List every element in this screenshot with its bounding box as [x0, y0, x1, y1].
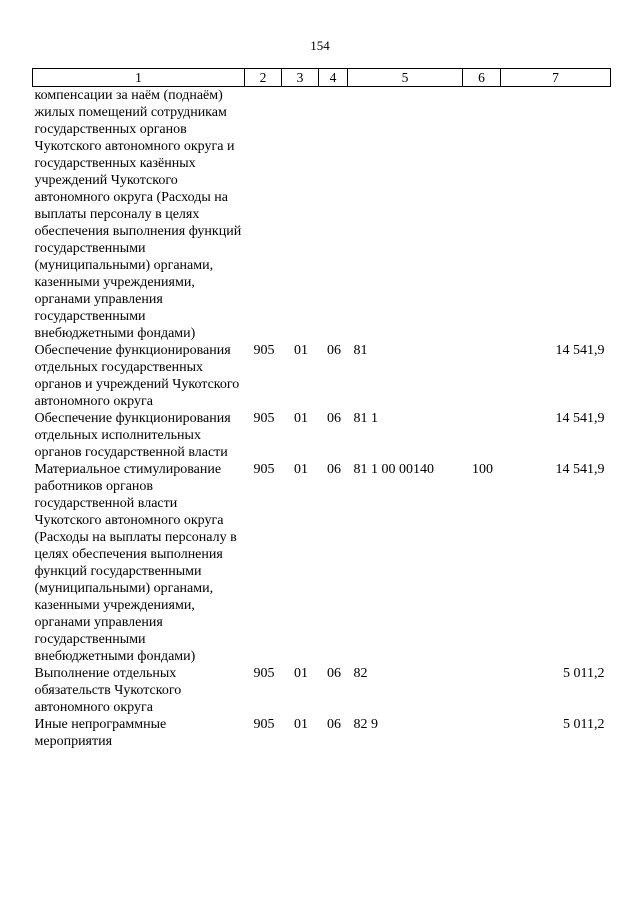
header-col-7: 7: [501, 69, 611, 87]
row-amount: 14 541,9: [555, 462, 605, 477]
row-name: Материальное стимулирование работников органов государственной власти Чукотского автономного округа (Расходы на выплаты персоналу в целях обеспечения выполнения функций государственными (муниципальными) органами, казенными учреждениями, органами управления государственными внебюджетными фондами): [34, 462, 237, 664]
table-body: [33, 87, 611, 751]
row-ministry: 905: [253, 666, 275, 681]
row-target: 82 9: [353, 717, 378, 732]
row-amount: 14 541,9: [555, 411, 605, 426]
table-row: [33, 461, 611, 665]
row-expense-type: [463, 342, 501, 410]
row-section: 01: [294, 343, 308, 358]
budget-table: [32, 68, 611, 750]
row-section: 01: [294, 411, 308, 426]
row-ministry: 905: [253, 411, 275, 426]
table-row: [33, 87, 611, 343]
row-subsection: 06: [327, 411, 341, 426]
header-row: [33, 69, 611, 87]
row-subsection: [319, 87, 348, 343]
header-col-6: 6: [463, 69, 501, 87]
row-target: 81 1 00 00140: [353, 462, 434, 477]
row-subsection: 06: [327, 462, 341, 477]
header-col-2: 2: [245, 69, 282, 87]
row-subsection: 06: [327, 666, 341, 681]
row-section: [282, 87, 319, 343]
row-amount: [501, 87, 611, 343]
row-ministry: 905: [253, 462, 275, 477]
table-row: [33, 410, 611, 461]
row-amount: 5 011,2: [563, 717, 605, 732]
row-section: 01: [294, 462, 308, 477]
row-ministry: 905: [253, 717, 275, 732]
row-expense-type: [463, 410, 501, 461]
row-target: 81 1: [353, 411, 378, 426]
row-name: Иные непрограммные мероприятия: [34, 717, 167, 749]
row-amount: 5 011,2: [563, 666, 605, 681]
row-name: компенсации за наём (поднаём) жилых помещений сотрудникам государственных органов Чукотского автономного округа и государственных казённых учреждений Чукотского автономного округа (Расходы на выплаты персоналу в целях обеспечения выполнения функций государственными (муниципальными) органами, казенными учреждениями, органами управления государственными внебюджетными фондами): [34, 88, 242, 341]
row-name: Выполнение отдельных обязательств Чукотского автономного округа: [34, 666, 182, 715]
table-header: [33, 69, 611, 87]
row-name: Обеспечение функционирования отдельных государственных органов и учреждений Чукотского автономного округа: [34, 343, 240, 409]
row-section: 01: [294, 666, 308, 681]
header-col-1: 1: [33, 69, 245, 87]
table-row: [33, 665, 611, 716]
row-name: Обеспечение функционирования отдельных исполнительных органов государственной власти: [34, 411, 231, 460]
row-expense-type: [463, 87, 501, 343]
row-subsection: 06: [327, 343, 341, 358]
page-number: 154: [310, 38, 330, 53]
header-col-5: 5: [348, 69, 463, 87]
row-expense-type: [463, 665, 501, 716]
row-amount: 14 541,9: [555, 343, 605, 358]
header-col-3: 3: [282, 69, 319, 87]
header-col-4: 4: [319, 69, 348, 87]
row-ministry: [245, 87, 282, 343]
row-section: 01: [294, 717, 308, 732]
row-subsection: 06: [327, 717, 341, 732]
row-target: 82: [353, 666, 368, 681]
row-expense-type: 100: [472, 462, 493, 477]
table-row: [33, 716, 611, 750]
row-target: 81: [353, 343, 368, 358]
row-target: [348, 87, 463, 343]
row-ministry: 905: [253, 343, 275, 358]
table-row: [33, 342, 611, 410]
row-expense-type: [463, 716, 501, 750]
